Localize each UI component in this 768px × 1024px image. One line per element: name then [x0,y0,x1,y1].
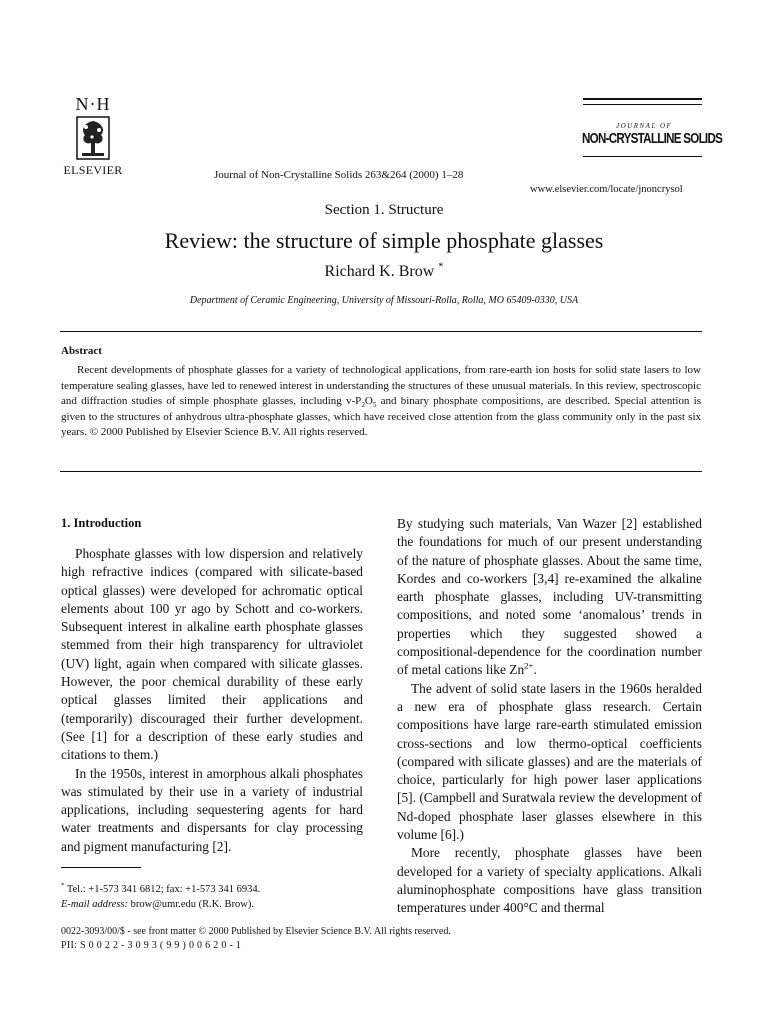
abstract-text-part: O [364,395,373,408]
body-text-part: . [533,662,537,678]
publisher-logo [58,95,128,178]
author-name: Richard K. Brow [324,263,435,280]
journal-citation: Journal of Non-Crystalline Solids 263&264 (2000) 1–28 [214,169,464,181]
copyright-line: 0022-3093/00/$ - see front matter © 2000 Published by Elsevier Science B.V. All rights reserved. [61,926,451,937]
footnote-phone: Tel.: +1-573 341 6812; fax: +1-573 341 6934. [66,884,261,895]
author-footnote-mark[interactable]: * [438,261,444,273]
left-column [61,545,363,856]
abstract-heading: Abstract [61,345,102,357]
body-paragraph: Phosphate glasses with low dispersion and relatively high refractive indices (compared with silicate-based optical glasses) were developed for achromatic optical elements about 100 yr ago by Schott and co-workers. Subsequent interest in alkaline earth phosphate glasses stemmed from their high transparency for ultraviolet (UV) light, again when compared with silicate glasses. However, the poor chemical durability of these early optical glasses limited their applications and (temporarily) discouraged their further development. (See [1] for a description of these early studies and citations to them.) [61,546,363,763]
author-affiliation: Department of Ceramic Engineering, University of Missouri-Rolla, Rolla, MO 65409-0330, USA [189,295,579,306]
elsevier-tree-icon [73,115,113,161]
journal-logo-rule-top [583,98,702,100]
body-paragraph: More recently, phosphate glasses have been developed for a variety of specialty applications. Alkali aluminophosphate compositions have glass transition temperatures under 400°C and thermal [397,845,702,916]
publisher-logo-mark: N·H [75,94,111,114]
journal-logo-small: JOURNAL OF [616,122,673,130]
journal-logo-rule-bottom [583,156,702,157]
body-paragraph: The advent of solid state lasers in the 1960s heralded a new era of phosphate glass research. Certain compositions have large rare-earth stimulated emission cross-sections and low thermo-optical coefficients (compared with silicate glasses) and are the materials of choice, particularly for high power laser applications [5]. (Campbell and Suratwala review the development of Nd-doped phosphate laser glasses elsewhere in this volume [6].) [397,680,702,843]
journal-logo-title: NON-CRYSTALLINE SOLIDS [582,131,723,147]
body-superscript: 2+ [524,660,534,671]
abstract-rule-top [60,331,702,332]
pii-line: PII: S 0 0 2 2 - 3 0 9 3 ( 9 9 ) 0 0 6 2 0 - 1 [61,940,242,951]
footnote-contact [61,883,260,897]
journal-logo-rule-top-thin [583,104,702,105]
footnote-rule [61,867,141,868]
right-column [397,515,702,918]
journal-url[interactable]: www.elsevier.com/locate/jnoncrysol [530,184,683,195]
author-line [0,263,768,281]
body-paragraph [397,515,702,680]
abstract-paragraph [61,363,701,441]
email-label: E-mail address: [61,899,128,910]
section-heading-introduction: 1. Introduction [61,516,142,530]
article-title: Review: the structure of simple phosphate glasses [164,228,604,253]
body-text-part: By studying such materials, Van Wazer [2] established the foundations for much of our present understanding of the nature of phosphate glasses. About the same time, Kordes and co-workers [3,4] re-examined the alkaline earth phosphate glasses, including UV-transmitting compositions, and noted some ‘anomalous’ trends in properties which they suggested showed a compositional-dependence for the coordination number of metal cations like Zn [397,516,702,678]
footnote-mark: * [61,882,65,890]
publisher-name: ELSEVIER [63,163,123,177]
abstract-text-part: Recent developments of phosphate glasses for a variety of technological applications, from rare-earth ion hosts for solid state lasers to low temperature sealing glasses, have led to renewed interest in understanding the structures of these unusual materials. In this review, spectroscopic and diffraction studies of simple phosphate glasses, including v-P [61,364,701,408]
section-label: Section 1. Structure [324,202,444,218]
abstract-text-part: and binary phosphate compositions, are described. Special attention is given to the structures of anhydrous ultra-phosphate glasses, which have received close attention from the glass community only in the past six years. © 2000 Published by Elsevier Science B.V. All rights reserved. [61,395,701,439]
body-paragraph: In the 1950s, interest in amorphous alkali phosphates was stimulated by their use in a variety of industrial applications, including sequestering agents for hard water treatments and dispersants for clay processing and pigment manufacturing [2]. [61,765,363,854]
footnote-email [61,898,254,912]
email-value[interactable]: brow@umr.edu (R.K. Brow). [127,899,255,910]
abstract-subscript: 2 [361,401,365,410]
abstract-body [61,363,701,441]
abstract-rule-bottom [60,471,702,472]
abstract-subscript: 5 [372,401,377,410]
